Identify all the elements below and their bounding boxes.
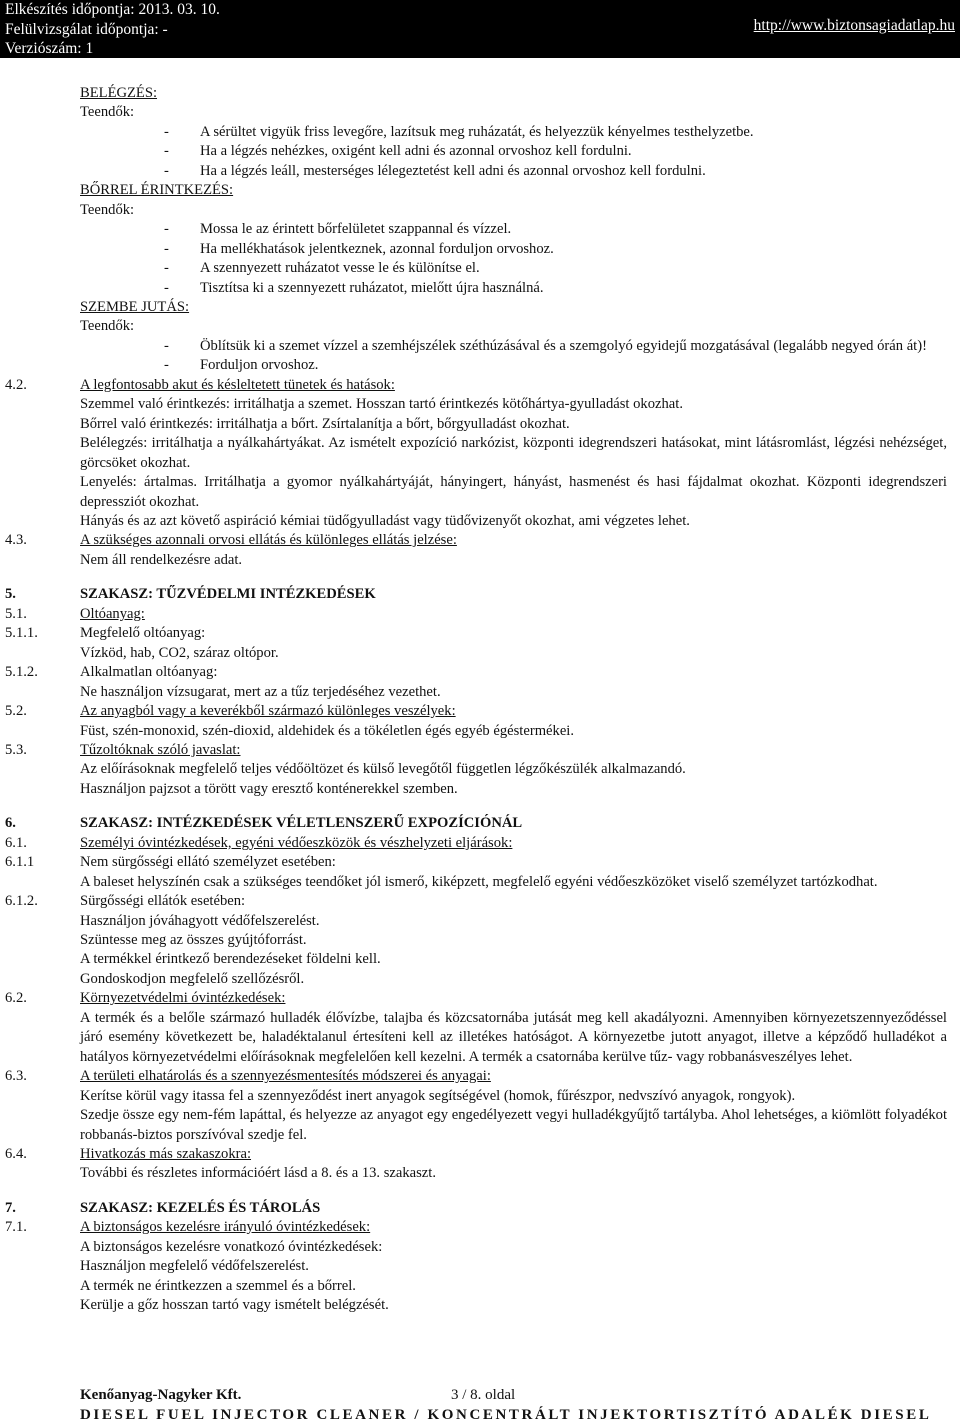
page-number: 3 / 8. oldal bbox=[451, 1387, 516, 1403]
paragraph: Gondoskodjon megfelelő szellőzésről. bbox=[80, 970, 305, 987]
section-title: SZAKASZ: KEZELÉS ÉS TÁROLÁS bbox=[80, 1199, 321, 1216]
section-number: 6. bbox=[5, 815, 16, 832]
section-number: 5.1.1. bbox=[5, 625, 38, 642]
created-date: Elkészítés időpontja: 2013. 03. 10. bbox=[5, 1, 220, 18]
section-number: 5.1.2. bbox=[5, 664, 38, 681]
section-number: 6.3. bbox=[5, 1068, 27, 1085]
paragraph: Az előírásoknak megfelelő teljes védőöltözet és külső levegőtől független légzőkészülék alkalmazandó. bbox=[80, 761, 686, 778]
paragraph: Vízköd, hab, CO2, száraz oltópor. bbox=[80, 644, 279, 661]
paragraph: Füst, szén-monoxid, szén-dioxid, aldehidek és a tökéletlen égés egyéb égéstermékei. bbox=[80, 722, 575, 739]
inhalation-title: BELÉGZÉS: bbox=[80, 85, 158, 101]
subsection-title: Az anyagból vagy a keverékből származó különleges veszélyek: bbox=[80, 703, 456, 720]
paragraph: Használjon jóváhagyott védőfelszerelést. bbox=[80, 912, 320, 929]
section-number: 7. bbox=[5, 1199, 16, 1216]
subsection-title: Környezetvédelmi óvintézkedések: bbox=[80, 990, 286, 1007]
paragraph: A termék és a belőle származó hulladék élővízbe, talajba és közcsatornába jutását meg kell akadályozni. Amennyiben környezetszennyeződéssel járó esemény következett be, haladéktalanul értesíteni kell az illetékes hatóságot. A környezetbe jutott anyagot, illetve a képződő hulladékot a hatályos környezetvédelmi előírásoknak megfelelően kell kezelni. A termék a csatornába kerülve tűz- vagy robbanásveszélyes lehet. bbox=[80, 1009, 947, 1065]
company-name: Kenőanyag-Nagyker Kft. bbox=[80, 1387, 242, 1403]
subsection-title: Alkalmatlan oltóanyag: bbox=[80, 664, 218, 681]
paragraph: Kerítse körül vagy itassa fel a szennyeződést inert anyagok segítségével (homok, fűrészpor, nedvszívó anyagok, rongyok). bbox=[80, 1087, 796, 1104]
section-number: 6.1.1 bbox=[5, 854, 35, 871]
subsection-title: Oltóanyag: bbox=[80, 605, 145, 622]
paragraph: Szedje össze egy nem-fém lapáttal, és helyezze az anyagot egy engedélyezett vegyi hulladékgyűjtő tartályba. Ahol lehetséges, a kiömlött folyadékot robbanás-biztos porszívóval szedje fel. bbox=[80, 1107, 947, 1143]
paragraph: Belélegzés: irritálhatja a nyálkahártyákat. Az ismételt expozíció narkózist, központi idegrendszeri hatásokat, mint látásromlást, légzési nehézséget, görcsöket okozhat. bbox=[80, 435, 947, 471]
section-title: SZAKASZ: TŰZVÉDELMI INTÉZKEDÉSEK bbox=[80, 586, 376, 603]
list-item: - Ha a légzés nehézkes, oxigént kell adni és azonnal orvoshoz kell fordulni. bbox=[164, 143, 632, 160]
subsection-title: Nem sürgősségi ellátó személyzet esetében: bbox=[80, 854, 336, 871]
document-body bbox=[0, 84, 960, 1316]
section-number: 6.1. bbox=[5, 834, 27, 851]
paragraph: Használjon pajzsot a törött vagy eresztő konténerekkel szemben. bbox=[80, 780, 458, 797]
skin-contact-title: BŐRREL ÉRINTKEZÉS: bbox=[80, 182, 234, 199]
version-number: Verziószám: 1 bbox=[5, 40, 94, 57]
subsection-title: A területi elhatárolás és a szennyezésmentesítés módszerei és anyagai: bbox=[80, 1068, 491, 1085]
section-number: 7.1. bbox=[5, 1219, 27, 1236]
section-title: SZAKASZ: INTÉZKEDÉSEK VÉLETLENSZERŰ EXPOZÍCIÓNÁL bbox=[80, 815, 523, 832]
paragraph: Lenyelés: ártalmas. Irritálhatja a gyomor nyálkahártyáját, hányingert, hányást, hasmenést és hasi fájdalmat okozhat. Központi idegrendszeri depressziót okozhat. bbox=[80, 474, 947, 510]
paragraph: Ne használjon vízsugarat, mert az a tűz terjedéséhez vezethet. bbox=[80, 683, 441, 700]
review-date: Felülvizsgálat időpontja: - bbox=[5, 20, 168, 38]
list-item: - Öblítsük ki a szemet vízzel a szemhéjszélek széthúzásával és a szemgolyó egyidejű mozgatásával (legalább negyed órán át)! bbox=[164, 337, 927, 354]
section-number: 5.1. bbox=[5, 605, 27, 622]
section-number: 6.1.2. bbox=[5, 893, 38, 910]
section-number: 4.3. bbox=[5, 532, 27, 549]
paragraph: Használjon megfelelő védőfelszerelést. bbox=[80, 1258, 309, 1275]
page-header bbox=[0, 0, 960, 58]
section-number: 6.2. bbox=[5, 990, 27, 1007]
todo-label: Teendők: bbox=[80, 201, 135, 218]
paragraph: Hányás és az azt követő aspiráció kémiai tüdőgyulladást vagy tüdővizenyőt okozhat, ami végzetes lehet. bbox=[80, 512, 690, 529]
paragraph: További és részletes információért lásd a 8. és a 13. szakaszt. bbox=[80, 1165, 436, 1182]
section-number: 4.2. bbox=[5, 376, 27, 393]
list-item: - Mossa le az érintett bőrfelületet szappannal és vízzel. bbox=[164, 221, 512, 238]
list-item: - Tisztítsa ki a szennyezett ruházatot, mielőtt újra használná. bbox=[164, 279, 544, 296]
subsection-title: Tűzoltóknak szóló javaslat: bbox=[80, 741, 241, 758]
subsection-4-2 bbox=[0, 376, 960, 395]
paragraph: A biztonságos kezelésre vonatkozó óvintézkedések: bbox=[80, 1238, 383, 1255]
section-7 bbox=[0, 1199, 960, 1218]
paragraph: Bőrrel való érintkezés: irritálhatja a bőrt. Zsírtalanítja a bőrt, bőrgyulladást okozhat. bbox=[80, 415, 570, 432]
subsection-title: A szükséges azonnali orvosi ellátás és különleges ellátás jelzése: bbox=[80, 532, 457, 549]
header-link[interactable]: http://www.biztonsagiadatlap.hu bbox=[753, 17, 955, 34]
list-item: - Ha a légzés leáll, mesterséges lélegeztetést kell adni és azonnal orvoshoz kell fordulni. bbox=[164, 162, 706, 179]
list-item: - Forduljon orvoshoz. bbox=[164, 357, 319, 374]
list-item: - A szennyezett ruházatot vesse le és különítse el. bbox=[164, 260, 480, 277]
section-number: 6.4. bbox=[5, 1146, 27, 1163]
paragraph: A baleset helyszínén csak a szükséges teendőket jól ismerő, kiképzett, megfelelő egyéni védőeszközöket viselő személyzet tartózkodhat. bbox=[80, 873, 878, 890]
subsection-title: A biztonságos kezelésre irányuló óvintézkedések: bbox=[80, 1219, 371, 1236]
eye-contact-title: SZEMBE JUTÁS: bbox=[80, 298, 190, 315]
todo-label: Teendők: bbox=[80, 318, 135, 335]
section-5 bbox=[0, 585, 960, 604]
section-number: 5.2. bbox=[5, 703, 27, 720]
subsection-title: A legfontosabb akut és késleltetett tünetek és hatások: bbox=[80, 376, 395, 393]
subsection-title: Megfelelő oltóanyag: bbox=[80, 625, 206, 642]
paragraph: A termékkel érintkező berendezéseket földelni kell. bbox=[80, 951, 381, 968]
section-number: 5.3. bbox=[5, 741, 27, 758]
paragraph: Szemmel való érintkezés: irritálhatja a szemet. Hosszan tartó érintkezés kötőhártya-gyulladást okozhat. bbox=[80, 396, 683, 413]
todo-label: Teendők: bbox=[80, 104, 135, 121]
paragraph: Kerülje a gőz hosszan tartó vagy ismételt belégzését. bbox=[80, 1297, 389, 1314]
subsection-title: Személyi óvintézkedések, egyéni védőeszközök és vészhelyzeti eljárások: bbox=[80, 834, 513, 851]
list-item: - Ha mellékhatások jelentkeznek, azonnal forduljon orvoshoz. bbox=[164, 240, 554, 257]
section-number: 5. bbox=[5, 586, 16, 603]
section-6 bbox=[0, 814, 960, 833]
header-meta bbox=[5, 0, 220, 59]
list-item: - A sérültet vigyük friss levegőre, lazítsuk meg ruházatát, és helyezzük kényelmes testhelyzetbe. bbox=[164, 123, 754, 140]
subsection-title: Sürgősségi ellátók esetében: bbox=[80, 893, 246, 910]
paragraph: A termék ne érintkezzen a szemmel és a bőrrel. bbox=[80, 1277, 356, 1294]
paragraph: Szüntesse meg az összes gyújtóforrást. bbox=[80, 932, 307, 949]
subsection-title: Hivatkozás más szakaszokra: bbox=[80, 1146, 252, 1163]
subsection-4-3 bbox=[0, 531, 960, 550]
paragraph: Nem áll rendelkezésre adat. bbox=[80, 551, 243, 568]
product-name: DIESEL FUEL INJECTOR CLEANER / KONCENTRÁLT INJEKTORTISZTÍTÓ ADALÉK DIESEL bbox=[80, 1407, 932, 1423]
